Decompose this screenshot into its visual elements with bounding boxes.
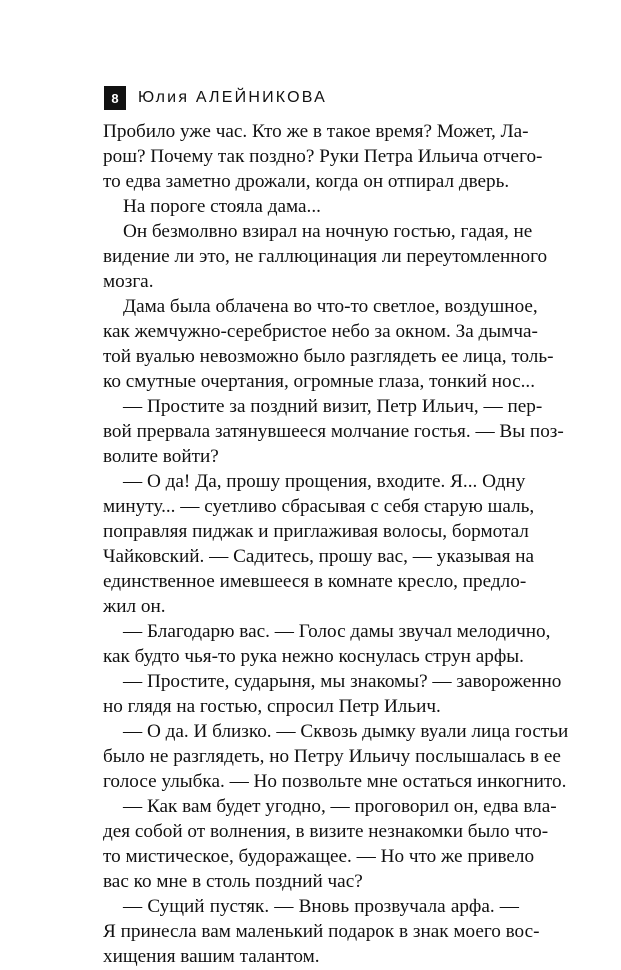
text-line: На пороге стояла дама...	[123, 196, 321, 217]
text-line: голосе улыбка. — Но позвольте мне остаться инкогнито.	[103, 771, 567, 792]
text-line: видение ли это, не галлюцинация ли переутомленного	[103, 246, 548, 267]
text-line: то мистическое, будоражащее. — Но что же привело	[103, 846, 535, 867]
text-line: — Простите за поздний визит, Петр Ильич, — пер-	[123, 396, 543, 417]
text-line: вой прервала затянувшееся молчание гостья. — Вы поз-	[103, 421, 564, 442]
text-line: — Благодарю вас. — Голос дамы звучал мелодично,	[123, 621, 551, 642]
text-line: — Простите, сударыня, мы знакомы? — завороженно	[123, 671, 562, 692]
page-number: 8	[104, 86, 126, 110]
text-line: как будто чья-то рука нежно коснулась струн арфы.	[103, 646, 524, 667]
text-line: — Сущий пустяк. — Вновь прозвучала арфа. —	[123, 896, 519, 917]
text-line: Он безмолвно взирал на ночную гостью, гадая, не	[123, 221, 533, 242]
text-line: единственное имевшееся в комнате кресло, предло-	[103, 571, 527, 592]
text-line: ко смутные очертания, огромные глаза, тонкий нос...	[103, 371, 536, 392]
text-line: мозга.	[103, 271, 154, 292]
text-line: дея собой от волнения, в визите незнакомки было что-	[103, 821, 549, 842]
text-line: поправляя пиджак и приглаживая волосы, бормотал	[103, 521, 529, 542]
text-line: — Как вам будет угодно, — проговорил он, едва вла-	[123, 796, 557, 817]
text-line: то едва заметно дрожали, когда он отпирал дверь.	[103, 171, 510, 192]
text-line: жил он.	[103, 596, 166, 617]
text-line: — О да. И близко. — Сквозь дымку вуали лица гостьи	[123, 721, 569, 742]
text-line: рош? Почему так поздно? Руки Петра Ильича отчего-	[103, 146, 543, 167]
text-line: Дама была облачена во что-то светлое, воздушное,	[123, 296, 538, 317]
text-line: вас ко мне в столь поздний час?	[103, 871, 363, 892]
running-head-author: Юлия АЛЕЙНИКОВА	[138, 89, 327, 106]
body-text	[103, 119, 569, 969]
page-header	[104, 86, 327, 110]
text-line: хищения вашим талантом.	[103, 946, 320, 967]
text-line: Пробило уже час. Кто же в такое время? Может, Ла-	[103, 121, 529, 142]
text-line: — О да! Да, прошу прощения, входите. Я... Одну	[123, 471, 526, 492]
text-line: той вуалью невозможно было разглядеть ее лица, толь-	[103, 346, 554, 367]
text-line: как жемчужно-серебристое небо за окном. За дымча-	[103, 321, 538, 342]
text-line: было не разглядеть, но Петру Ильичу послышалась в ее	[103, 746, 561, 767]
text-line: Чайковский. — Садитесь, прошу вас, — указывая на	[103, 546, 535, 567]
text-line: Я принесла вам маленький подарок в знак моего вос-	[103, 921, 540, 942]
text-line: но глядя на гостью, спросил Петр Ильич.	[103, 696, 441, 717]
text-line: минуту... — суетливо сбрасывая с себя старую шаль,	[103, 496, 535, 517]
text-line: волите войти?	[103, 446, 219, 467]
